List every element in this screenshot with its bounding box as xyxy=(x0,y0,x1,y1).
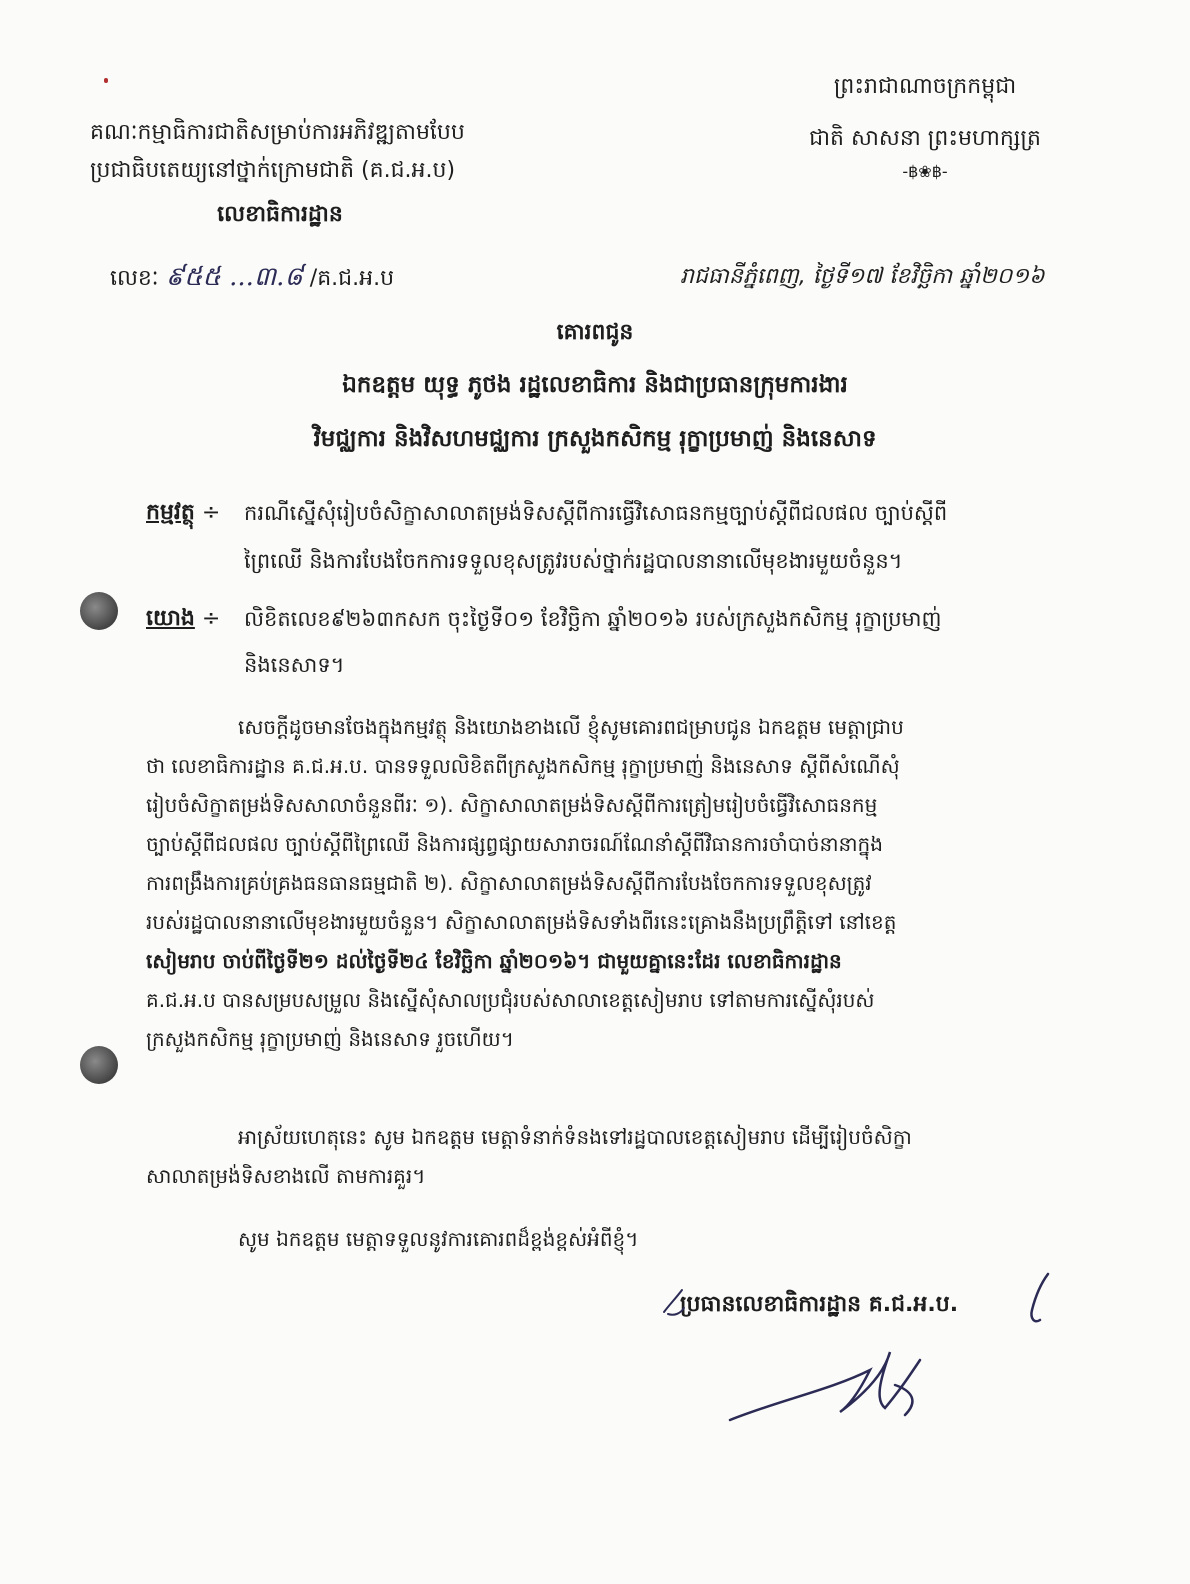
subject-line-2: ព្រៃឈើ និងការបែងចែកការទទួលខុសត្រូវរបស់ថ្នាក់រដ្ឋបាលនានាលើមុខងារមួយចំនួន។ xyxy=(244,549,903,573)
subject-separator: ÷ xyxy=(201,500,221,525)
body-p1-line-7: សៀមរាប ចាប់ពីថ្ងៃទី២១ ដល់ថ្ងៃទី២៤ ខែវិច្ឆិកា ឆ្នាំ២០១៦។ ជាមួយគ្នានេះដែរ លេខាធិការដ្ឋាន xyxy=(146,949,842,973)
reference-suffix: /គ.ជ.អ.ប xyxy=(309,266,395,291)
issuer-line-2: ប្រជាធិបតេយ្យនៅថ្នាក់ក្រោមជាតិ (គ.ជ.អ.ប) xyxy=(90,158,456,183)
reference-number xyxy=(110,262,394,294)
reference-note-line-2: និងនេសាទ។ xyxy=(244,653,345,677)
subject-label-group xyxy=(146,498,220,528)
body-p1-line-5: ការពង្រឹងការគ្រប់គ្រងធនធានធម្មជាតិ ២). សិក្ខាសាលាតម្រង់ទិសស្តីពីការបែងចែកការទទួលខុសត្រូវ xyxy=(146,871,872,895)
national-motto: ជាតិ សាសនា ព្រះមហាក្សត្រ xyxy=(809,126,1041,151)
subject-line-1: ករណីស្នើសុំរៀបចំសិក្ខាសាលាតម្រង់ទិសស្តីពីការធ្វើវិសោធនកម្មច្បាប់ស្តីពីជលផល ច្បាប់ស្តីពី xyxy=(244,501,948,525)
issuer-line-1: គណៈកម្មាធិការជាតិសម្រាប់ការអភិវឌ្ឍតាមបែប xyxy=(90,120,465,145)
signature-mark-left xyxy=(660,1284,688,1320)
body-p1-line-6: របស់រដ្ឋបាលនានាលើមុខងារមួយចំនួន។ សិក្ខាសាលាតម្រង់ទិសទាំងពីរនេះគ្រោងនឹងប្រព្រឹត្តិទៅ នៅខេត្ត xyxy=(146,910,897,934)
kingdom-name: ព្រះរាជាណាចក្រកម្ពុជា xyxy=(833,74,1017,99)
reference-label: លេខៈ xyxy=(110,266,159,291)
body-p1-line-4: ច្បាប់ស្តីពីជលផល ច្បាប់ស្តីពីព្រៃឈើ និងការផ្សព្វផ្សាយសារាចរណ៍ណែនាំស្តីពីវិធានការចាំបាច់នានាក្នុង xyxy=(146,832,883,856)
addressee-line-1: ឯកឧត្តម យុទ្ធ ភូថង រដ្ឋលេខាធិការ និងជាប្រធានក្រុមការងារ xyxy=(342,372,848,398)
ornament-divider: -฿❀฿- xyxy=(902,162,948,181)
document-date: រាជធានីភ្នំពេញ, ថ្ងៃទី១៧ ខែវិច្ឆិកា ឆ្នាំ២០១៦ xyxy=(680,264,1045,289)
ink-dot xyxy=(104,78,108,83)
reference-number-handwritten: ៩៥៥ ...៣.៨ xyxy=(165,262,303,292)
signatory-title: ប្រធានលេខាធិការដ្ឋាន គ.ជ.អ.ប. xyxy=(680,1292,959,1317)
punch-hole-top xyxy=(80,592,118,630)
punch-hole-bottom xyxy=(80,1046,118,1084)
signature-image xyxy=(720,1330,960,1440)
reference-note-label-group xyxy=(146,604,220,634)
body-p2-line-2: សាលាតម្រង់ទិសខាងលើ តាមការគួរ។ xyxy=(146,1164,426,1188)
addressee-line-2: វិមជ្ឈការ និងវិសហមជ្ឈការ ក្រសួងកសិកម្ម រុក្ខាប្រមាញ់ និងនេសាទ xyxy=(313,426,877,452)
issuer-department: លេខាធិការដ្ឋាន xyxy=(217,202,343,227)
body-p1-line-9: ក្រសួងកសិកម្ម រុក្ខាប្រមាញ់ និងនេសាទ រួចហើយ។ xyxy=(146,1027,514,1051)
closing-sentence: សូម ឯកឧត្តម មេត្តាទទួលនូវការគោរពដ៏ខ្ពង់ខ្ពស់អំពីខ្ញុំ។ xyxy=(238,1227,639,1251)
reference-note-label: យោង xyxy=(146,606,195,631)
body-p2-line-1: អាស្រ័យហេតុនេះ សូម ឯកឧត្តម មេត្តាទំនាក់ទំនងទៅរដ្ឋបាលខេត្តសៀមរាប ដើម្បីរៀបចំសិក្ខា xyxy=(238,1125,912,1149)
body-p1-line-1: សេចក្តីដូចមានចែងក្នុងកម្មវត្ថុ និងយោងខាងលើ ខ្ញុំសូមគោរពជម្រាបជូន ឯកឧត្តម មេត្តាជ្រាប xyxy=(238,715,904,739)
reference-note-separator: ÷ xyxy=(201,606,221,631)
body-p1-line-8: គ.ជ.អ.ប បានសម្របសម្រួល និងស្នើសុំសាលប្រជុំរបស់សាលាខេត្តសៀមរាប ទៅតាមការស្នើសុំរបស់ xyxy=(146,988,875,1012)
body-paragraph-2 xyxy=(146,1118,1086,1196)
signature-mark-right xyxy=(1018,1270,1058,1330)
body-p1-line-2: ថា លេខាធិការដ្ឋាន គ.ជ.អ.ប. បានទទួលលិខិតពីក្រសួងកសិកម្ម រុក្ខាប្រមាញ់ និងនេសាទ ស្តីពីសំណើសុំ xyxy=(146,754,900,778)
reference-note-line-1: លិខិតលេខ៩២៦៣កសក ចុះថ្ងៃទី០១ ខែវិច្ឆិកា ឆ្នាំ២០១៦ របស់ក្រសួងកសិកម្ម រុក្ខាប្រមាញ់ xyxy=(244,607,942,631)
subject-label: កម្មវត្ថុ xyxy=(146,500,195,525)
greeting: គោរពជូន xyxy=(556,320,634,345)
body-paragraph-1 xyxy=(146,708,1086,1059)
body-p1-line-3: រៀបចំសិក្ខាតម្រង់ទិសសាលាចំនួនពីរៈ ១). សិក្ខាសាលាតម្រង់ទិសស្តីពីការត្រៀមរៀបចំធ្វើវិសោធនកម្ម xyxy=(146,793,878,817)
